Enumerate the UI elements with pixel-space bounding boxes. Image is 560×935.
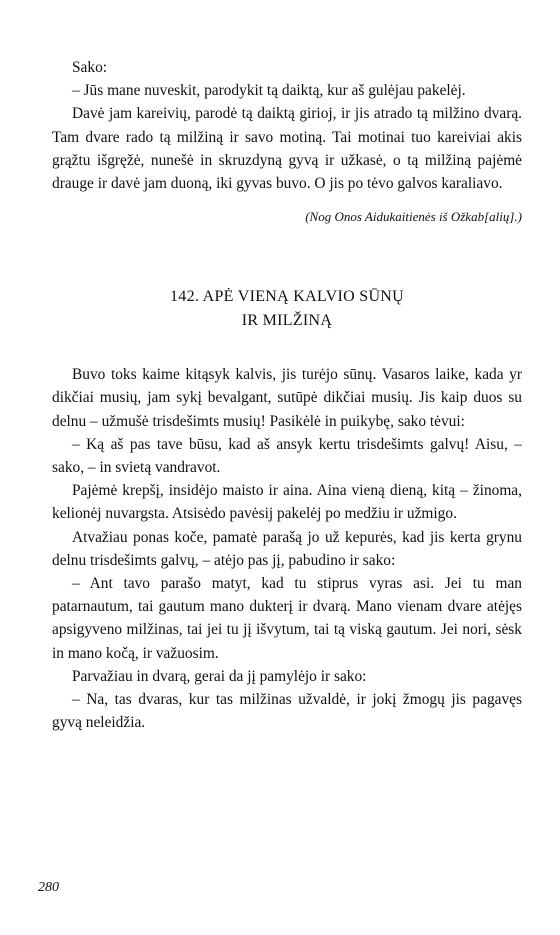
page-number: 280 [38, 880, 59, 895]
story-paragraph: Atvažiau ponas koče, pamatė parašą jo už kepurės, kad jis kerta grynu delnu trisdešimts galvų, – atėjo pas jį, pabudino ir sako: [52, 528, 522, 569]
story-paragraph: – Na, tas dvaras, kur tas milžinas užvaldė, ir jokį žmogų jis pagavęs gyvą neleidžia. [52, 691, 522, 732]
story-title-line2: IR MILŽINĄ [241, 312, 333, 330]
story-paragraph: – Ką aš pas tave būsu, kad aš ansyk kertu trisdešimts galvų! Aisu, – sako, – in svietą vandravot. [52, 435, 522, 477]
story-paragraph: Pajėmė krepšį, insidėjo maisto ir aina. Aina vieną dieną, kitą – žinoma, kelionėj nuvargsta. Atsisėdo pavėsij pakelėj po medžiu ir užmigo. [52, 482, 522, 523]
text-paragraph: – Jūs mane nuveskit, parodykit tą daiktą, kur aš gulėjau pakelėj. [72, 82, 466, 100]
text-sako: Sako: [72, 59, 108, 76]
story-title-line1: 142. APĖ VIENĄ KALVIO SŪNŲ [169, 288, 405, 306]
story-paragraph: Parvažiau in dvarą, gerai da jį pamylėjo ir sako: [72, 667, 367, 685]
text-paragraph: Davė jam kareivių, parodė tą daiktą girioj, ir jis atrado tą milžino dvarą. Tam dvare rado tą milžiną ir savo motiną. Tai motinai tuo kareiviai akis grąžtu išgręžė, nunešė in skruzdyną gyvą ir užkasė, o tą milžiną pajėmė drauge ir davė jam duoną, iki gyvas buvo. O jis po tėvo galvos karaliavo. [52, 105, 522, 193]
page-body [52, 56, 522, 734]
story-paragraph: – Ant tavo parašo matyt, kad tu stiprus vyras asi. Jei tu man patarnautum, tai gautum mano dukterį ir dvarą. Mano vienam dvare atėjęs apsigyveno milžinas, tai jei tu jį išvytum, tai tą viską gautum. Jei nori, sėsk in mano kočą, ir važuosim. [52, 575, 522, 662]
story-title [52, 285, 522, 333]
story-paragraph: Buvo toks kaime kitąsyk kalvis, jis turėjo sūnų. Vasaros laike, kada yr dikčiai musių, jam sykį bevalgant, sutūpė dikčiai musių. Jis kaip duos su delnu – užmušė trisdešimts musių! Pasikėlė in puikybę, sako tėvui: [52, 366, 522, 430]
source-attribution: (Nog Onos Aidukaitienės iš Ožkab[alių].) [305, 209, 522, 225]
